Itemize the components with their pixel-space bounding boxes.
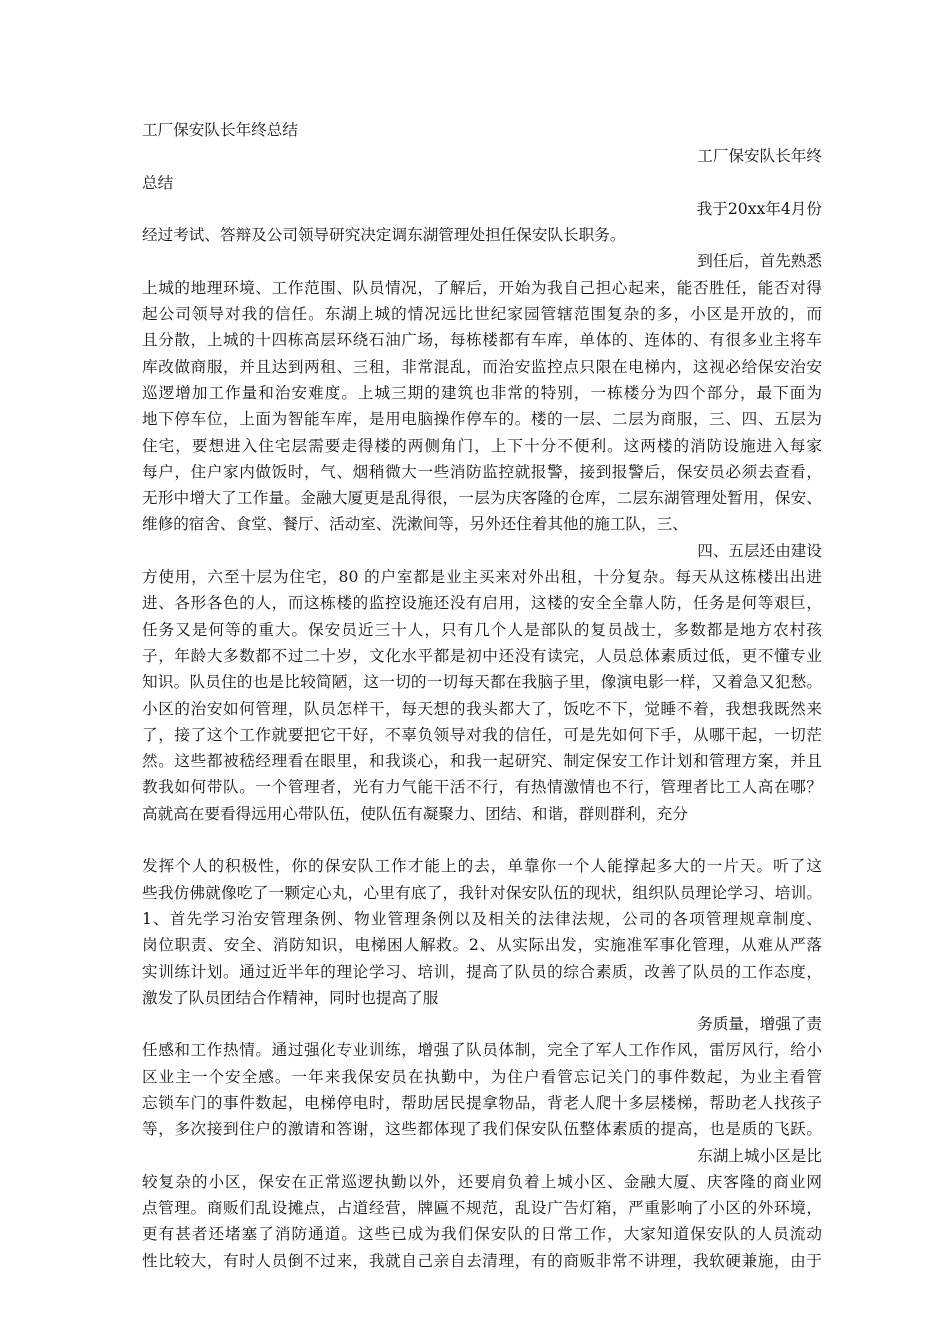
text-line: 高就高在要看得远用心带队伍，使队伍有凝聚力、团结、和谐，群则群利，充分 <box>142 804 688 823</box>
text-line: 知识。队员住的也是比较简陋，这一切的一切每天都在我脑子里，像演电影一样，又着急又犯愁。 <box>142 673 822 692</box>
document-lines <box>142 143 822 1274</box>
text-line: 到任后，首先熟悉 <box>697 252 822 271</box>
text-line: 教我如何带队。一个管理者，光有力气能干活不行，有热情激情也不行，管理者比工人高在哪？ <box>142 778 822 797</box>
text-line: 1、首先学习治安管理条例、物业管理条例以及相关的法律法规，公司的各项管理规章制度、 <box>142 909 822 928</box>
document-title: 工厂保安队长年终总结 <box>142 121 298 139</box>
text-line: 区业主一个安全感。一年来我保安员在执勤中，为住户看管忘记关门的事件数起，为业主看管 <box>142 1067 822 1086</box>
document-body <box>142 117 822 1274</box>
text-line: 忘锁车门的事件数起，电梯停电时，帮助居民提拿物品，背老人爬十多层楼梯，帮助老人找孩子 <box>142 1093 822 1112</box>
text-line: 些我仿佛就像吃了一颗定心丸，心里有底了，我针对保安队伍的现状，组织队员理论学习、培训。 <box>142 883 822 902</box>
text-line: 巡逻增加工作量和治安难度。上城三期的建筑也非常的特别，一栋楼分为四个部分，最下面为 <box>142 383 822 402</box>
text-line: 性比较大，有时人员倒不过来，我就自己亲自去清理，有的商贩非常不讲理，我软硬兼施，由于 <box>142 1251 822 1270</box>
text-line: 发挥个人的积极性，你的保安队工作才能上的去，单靠你一个人能撑起多大的一片天。听了这 <box>142 857 822 876</box>
text-line: 住宅，要想进入住宅层需要走得楼的两侧角门，上下十分不便利。这两楼的消防设施进入每家 <box>142 436 822 455</box>
text-line: 维修的宿舍、食堂、餐厅、活动室、洗漱间等，另外还住着其他的施工队，三、 <box>142 515 688 534</box>
text-line: 总结 <box>142 173 174 192</box>
text-line: 实训练计划。通过近半年的理论学习、培训，提高了队员的综合素质，改善了队员的工作态度， <box>142 962 822 981</box>
text-line: 任感和工作热情。通过强化专业训练，增强了队员体制，完全了军人工作作风，雷厉风行，给小 <box>142 1041 822 1060</box>
text-line: 起公司领导对我的信任。东湖上城的情况远比世纪家园管辖范围复杂的多，小区是开放的，而 <box>142 305 822 324</box>
text-line: 然。这些都被嵇经理看在眼里，和我谈心，和我一起研究、制定保安工作计划和管理方案，并且 <box>142 752 822 771</box>
text-line: 四、五层还由建设 <box>697 541 822 560</box>
text-line: 较复杂的小区，保安在正常巡逻执勤以外，还要肩负着上城小区、金融大厦、庆客隆的商业网 <box>142 1172 822 1191</box>
text-line: 务质量，增强了责 <box>697 1015 822 1034</box>
text-line: 进、各形各色的人，而这栋楼的监控设施还没有启用，这楼的安全全靠人防，任务是何等艰巨， <box>142 594 822 613</box>
text-line: 更有甚者还堵塞了消防通道。这些已成为我们保安队的日常工作，大家知道保安队的人员流动 <box>142 1225 822 1244</box>
text-line: 工厂保安队长年终 <box>697 147 822 166</box>
text-line: 我于20xx年4月份 <box>696 199 822 218</box>
text-line: 方使用，六至十层为住宅，80 的户室都是业主买来对外出租，十分复杂。每天从这栋楼出出进 <box>142 568 822 587</box>
text-line: 等，多次接到住户的激请和答谢，这些都体现了我们保安队伍整体素质的提高，也是质的飞跃。 <box>142 1120 822 1139</box>
text-line: 无形中增大了工作量。金融大厦更是乱得很，一层为庆客隆的仓库，二层东湖管理处暂用，保安、 <box>142 489 822 508</box>
text-line: 上城的地理环境、工作范围、队员情况，了解后，开始为我自己担心起来，能否胜任，能否对得 <box>142 278 822 297</box>
text-line: 岗位职责、安全、消防知识，电梯困人解救。2、从实际出发，实施准军事化管理，从难从严落 <box>142 936 822 955</box>
text-line: 子，年龄大多数都不过二十岁，文化水平都是初中还没有读完，人员总体素质过低，更不懂专业 <box>142 646 822 665</box>
text-line: 小区的治安如何管理，队员怎样干，每天想的我头都大了，饭吃不下，觉睡不着，我想我既然来 <box>142 699 822 718</box>
text-line: 库改做商服，并且达到两租、三租，非常混乱，而治安监控点只限在电梯内，这视必给保安治安 <box>142 357 822 376</box>
text-line: 激发了队员团结合作精神，同时也提高了服 <box>142 988 439 1007</box>
text-line: 东湖上城小区是比 <box>697 1146 822 1165</box>
text-line: 任务又是何等的重大。保安员近三十人，只有几个人是部队的复员战士，多数都是地方农村孩 <box>142 620 822 639</box>
text-line: 且分散，上城的十四栋高层环绕石油广场，每栋楼都有车库，单体的、连体的、有很多业主将车 <box>142 331 822 350</box>
text-line: 了，接了这个工作就要把它干好，不辜负领导对我的信任，可是先如何下手，从哪干起，一切茫 <box>142 725 822 744</box>
text-line: 经过考试、答辩及公司领导研究决定调东湖管理处担任保安队长职务。 <box>142 226 626 245</box>
text-line: 每户，住户家内做饭时，气、烟稍微大一些消防监控就报警，接到报警后，保安员必须去查看， <box>142 462 822 481</box>
text-line: 点管理。商贩们乱设摊点，占道经营，牌匾不规范，乱设广告灯箱，严重影响了小区的外环境， <box>142 1199 822 1218</box>
text-line: 地下停车位，上面为智能车库，是用电脑操作停车的。楼的一层、二层为商服，三、四、五层为 <box>142 410 822 429</box>
paragraph-gap <box>142 827 822 853</box>
